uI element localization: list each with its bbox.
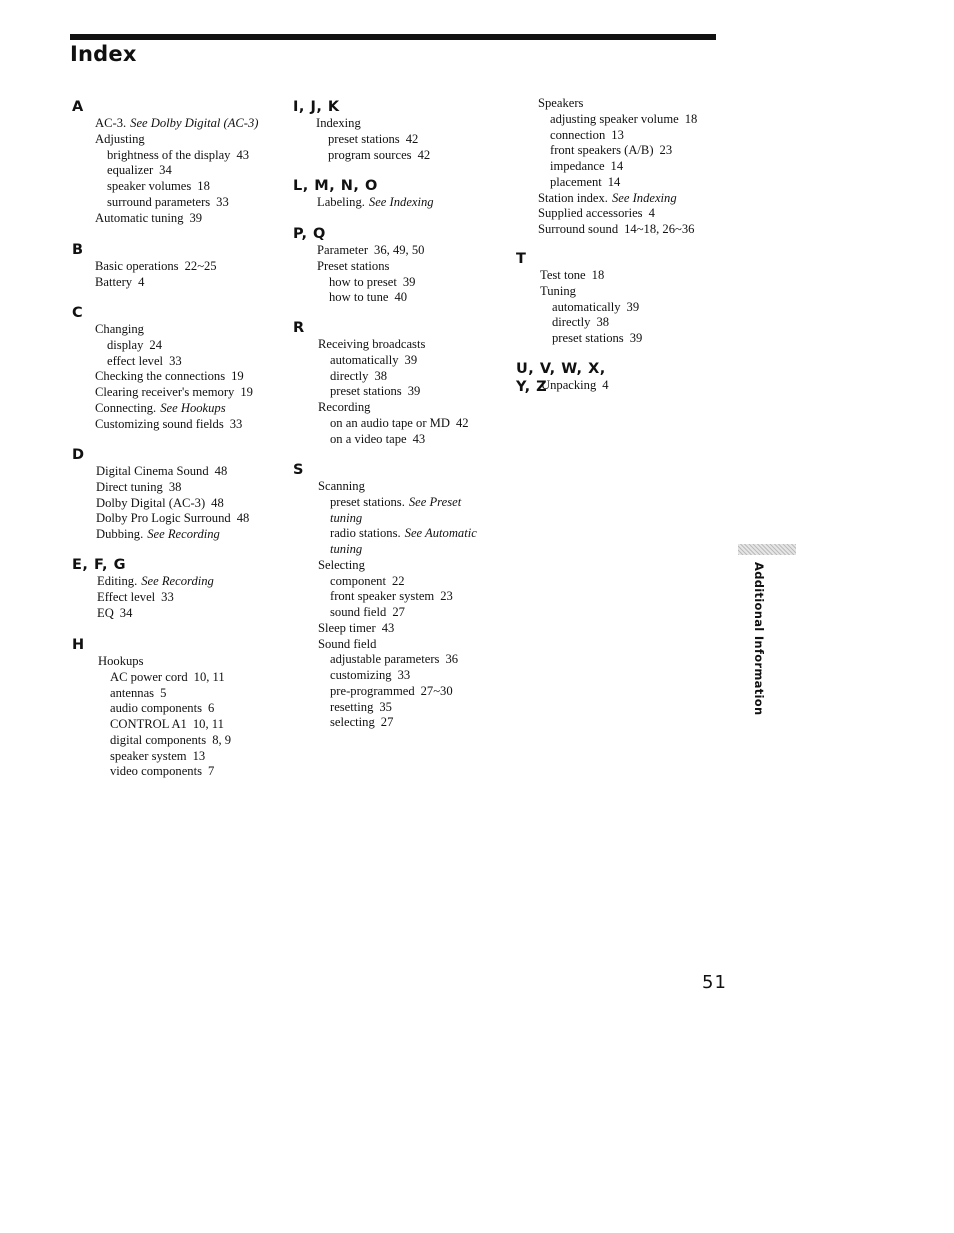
entry-pages: 27 (392, 605, 405, 619)
entry-pages: 38 (596, 315, 610, 330)
entry-pages: 39 (629, 331, 643, 345)
entry-term: Receiving broadcasts (318, 337, 426, 351)
index-subentry (318, 652, 477, 668)
entry-pages: 48 (214, 464, 228, 478)
entry-term: AC-3. (95, 116, 127, 130)
index-subentry (318, 416, 469, 432)
entry-term: equalizer (107, 163, 154, 178)
entry-term: pre-programmed (330, 683, 415, 698)
index-entry (540, 268, 642, 284)
entry-pages: 36 (445, 652, 459, 667)
index-entry (96, 464, 249, 480)
entry-term: Clearing receiver's memory (95, 385, 235, 399)
index-subentry (98, 701, 231, 717)
index-entry (96, 496, 249, 512)
index-entry (316, 116, 430, 132)
index-subentry (318, 715, 477, 731)
entry-term: Changing (95, 322, 144, 336)
entry-term: directly (330, 368, 369, 383)
entry-term: Adjusting (95, 131, 145, 146)
entry-pages: 43 (236, 147, 250, 162)
index-entry (95, 417, 253, 433)
index-subentry (318, 605, 477, 621)
index-entry (538, 191, 697, 207)
index-entry (97, 590, 214, 606)
index-entry (318, 400, 469, 416)
index-subentry (538, 175, 697, 191)
entry-term: Connecting. (95, 400, 157, 415)
entry-pages: 22~25 (184, 259, 217, 273)
entry-term: automatically (330, 352, 399, 367)
entry-term: front speaker system (330, 589, 435, 604)
entry-pages: 33 (169, 353, 182, 368)
entry-pages: 18 (591, 268, 605, 282)
index-subentry (316, 148, 430, 164)
entry-pages: 38 (168, 479, 182, 494)
index-subentry (318, 353, 469, 369)
index-entry (96, 527, 249, 543)
index-entry (97, 574, 214, 590)
entry-pages: 14 (607, 174, 621, 189)
entry-term: CONTROL A1 (110, 717, 187, 731)
entry-pages: 39 (626, 299, 640, 314)
entry-term: directly (552, 315, 591, 330)
entry-term: Direct tuning (96, 479, 163, 494)
entry-term: Tuning (540, 283, 576, 298)
index-entry (541, 378, 609, 394)
section-letter: L, M, N, O (293, 178, 378, 194)
entry-pages: 34 (119, 605, 133, 620)
entry-pages: 38 (374, 368, 388, 383)
index-subentry (540, 331, 642, 347)
index-section-b (72, 241, 217, 291)
entry-pages: 18 (684, 111, 698, 126)
entry-term: placement (550, 174, 602, 189)
index-entry (95, 401, 253, 417)
entry-pages: 48 (211, 495, 224, 510)
index-subentry (98, 686, 231, 702)
section-letter: D (72, 447, 85, 463)
entry-pages: 4 (602, 378, 609, 392)
index-subentry (318, 589, 477, 605)
entry-pages: 39 (189, 210, 203, 225)
entry-pages: 14~18, 26~36 (624, 222, 695, 236)
entry-term: Battery (95, 274, 133, 289)
index-subentry (317, 275, 424, 291)
entry-pages: 13 (192, 748, 206, 763)
index-subentry (95, 163, 259, 179)
entry-term: Dubbing. (96, 527, 144, 541)
index-entry (317, 259, 424, 275)
entry-term: Test tone (540, 268, 586, 282)
entry-pages: 23 (659, 143, 673, 158)
entry-term: Preset stations (317, 258, 390, 273)
index-entry (95, 322, 253, 338)
index-subentry (98, 670, 231, 686)
entry-term: Scanning (318, 479, 365, 493)
entry-list (97, 574, 214, 621)
index-entry (95, 275, 217, 291)
index-entry (97, 606, 214, 622)
index-subentry (95, 338, 253, 354)
entry-term: video components (110, 764, 202, 779)
entry-cross-reference: See Recording (147, 527, 220, 541)
entry-term: Parameter (317, 243, 369, 257)
index-subentry (95, 354, 253, 370)
index-subentry (318, 542, 477, 558)
entry-pages: 42 (417, 147, 431, 162)
entry-pages: 8, 9 (212, 732, 232, 747)
entry-pages: 7 (208, 764, 215, 779)
index-subentry (317, 290, 424, 306)
entry-term: resetting (330, 699, 374, 714)
section-letter (516, 78, 697, 96)
entry-pages: 39 (407, 384, 421, 399)
index-subentry (318, 700, 477, 716)
index-subentry (538, 112, 697, 128)
entry-cross-reference: tuning (330, 510, 363, 525)
entry-term: digital components (110, 732, 207, 747)
side-section-label: Additional Information (752, 562, 766, 716)
entry-term: component (330, 573, 386, 588)
index-entry (95, 116, 259, 132)
entry-term: Hookups (98, 654, 144, 668)
entry-cross-reference: See Automatic (404, 526, 477, 541)
entry-list (540, 268, 642, 347)
entry-term: Unpacking (541, 378, 597, 392)
entry-term: on a video tape (330, 431, 407, 446)
index-entry (318, 637, 477, 653)
entry-term: program sources (328, 147, 412, 162)
entry-pages: 14 (610, 159, 624, 173)
entry-term: adjusting speaker volume (550, 111, 679, 126)
index-subentry (98, 749, 231, 765)
index-section-lmno (293, 177, 434, 211)
index-subentry (316, 132, 430, 148)
index-subentry (318, 384, 469, 400)
entry-term: Station index. (538, 190, 608, 205)
index-subentry (318, 668, 477, 684)
entry-term: Checking the connections (95, 369, 226, 384)
section-letter: U, V, W, X, Y, Z (516, 361, 606, 395)
entry-cross-reference: See Hookups (160, 400, 226, 415)
entry-cross-reference: tuning (330, 542, 363, 556)
entry-term: radio stations. (330, 526, 401, 541)
index-entry (95, 132, 259, 148)
index-section-c (72, 304, 253, 432)
index-section-h (72, 636, 231, 780)
index-subentry (318, 495, 477, 511)
entry-cross-reference: See Recording (141, 574, 214, 588)
entry-list (318, 479, 477, 731)
entry-pages: 18 (197, 179, 210, 193)
entry-pages: 19 (231, 369, 244, 384)
entry-term: Editing. (97, 574, 138, 588)
entry-cross-reference: See Preset (408, 494, 462, 509)
entry-pages: 24 (149, 337, 162, 352)
index-entry (317, 243, 424, 259)
entry-pages: 6 (208, 701, 215, 716)
section-letter: R (293, 320, 305, 336)
entry-pages: 36, 49, 50 (374, 243, 425, 257)
entry-pages: 42 (455, 415, 469, 430)
entry-term: EQ (97, 605, 114, 620)
entry-pages: 4 (648, 206, 655, 221)
entry-term: how to preset (329, 274, 397, 289)
entry-pages: 13 (611, 127, 624, 142)
entry-pages: 10, 11 (193, 669, 225, 684)
index-subentry (95, 195, 259, 211)
section-letter: T (516, 251, 527, 267)
entry-term: selecting (330, 715, 375, 730)
entry-term: antennas (110, 685, 155, 700)
entry-term: effect level (107, 353, 164, 368)
index-section-d (72, 446, 249, 543)
index-section-efg (72, 556, 214, 621)
entry-pages: 27 (380, 715, 394, 730)
index-entry (96, 511, 249, 527)
index-subentry (318, 684, 477, 700)
index-subentry (318, 369, 469, 385)
side-tab-marker (738, 544, 796, 555)
entry-term: adjustable parameters (330, 652, 440, 667)
entry-pages: 48 (236, 511, 250, 526)
index-subentry (98, 733, 231, 749)
entry-pages: 39 (404, 352, 418, 367)
index-entry (538, 96, 697, 112)
entry-term: Automatic tuning (95, 210, 184, 225)
entry-list (317, 195, 434, 211)
entry-list (95, 322, 253, 432)
entry-term: Dolby Digital (AC-3) (96, 495, 206, 510)
index-subentry (95, 179, 259, 195)
index-entry (95, 259, 217, 275)
entry-term: preset stations. (330, 494, 405, 509)
entry-term: preset stations (328, 131, 400, 146)
index-entry (96, 480, 249, 496)
entry-term: Sound field (318, 636, 377, 651)
index-section-a (72, 98, 259, 226)
entry-list (318, 337, 469, 447)
section-letter: S (293, 462, 304, 478)
entry-term: Indexing (316, 116, 361, 130)
index-entry (318, 479, 477, 495)
entry-term: Effect level (97, 589, 156, 604)
index-subentry (98, 717, 231, 733)
index-subentry (540, 315, 642, 331)
entry-term: connection (550, 127, 606, 142)
entry-term: preset stations (552, 331, 624, 345)
entry-list (316, 116, 430, 163)
entry-pages: 39 (402, 274, 416, 289)
index-entry (318, 558, 477, 574)
section-letter: E, F, G (72, 557, 126, 573)
entry-pages: 19 (240, 385, 253, 399)
entry-pages: 33 (216, 194, 229, 209)
entry-pages: 10, 11 (192, 717, 224, 731)
index-entry (317, 195, 434, 211)
entry-term: automatically (552, 299, 621, 314)
index-section-speakers-cont (516, 78, 697, 238)
entry-pages: 42 (405, 131, 419, 146)
entry-term: audio components (110, 701, 202, 716)
index-subentry (538, 159, 697, 175)
index-subentry (318, 574, 477, 590)
index-entry (540, 284, 642, 300)
index-entry (538, 222, 697, 238)
section-letter: I, J, K (293, 99, 340, 115)
entry-term: Surround sound (538, 222, 619, 236)
entry-term: brightness of the display (107, 147, 231, 162)
entry-term: Selecting (318, 557, 365, 572)
index-subentry (538, 143, 697, 159)
index-subentry (318, 511, 477, 527)
entry-term: preset stations (330, 384, 402, 399)
page-title: Index (70, 42, 137, 66)
entry-pages: 43 (412, 431, 426, 446)
entry-term: customizing (330, 668, 392, 682)
entry-list (95, 116, 259, 226)
entry-list (98, 654, 231, 780)
section-letter: H (72, 637, 85, 653)
index-subentry (95, 148, 259, 164)
section-letter: P, Q (293, 226, 326, 242)
section-letter: A (72, 99, 84, 115)
index-section-t (516, 250, 642, 347)
index-subentry (540, 300, 642, 316)
entry-pages: 23 (440, 589, 453, 604)
index-section-uvwxyz (516, 360, 609, 394)
entry-list (96, 464, 249, 543)
entry-cross-reference: See Indexing (611, 190, 677, 205)
entry-term: how to tune (329, 290, 389, 305)
entry-term: speaker system (110, 748, 187, 763)
index-subentry (98, 764, 231, 780)
entry-list (95, 259, 217, 291)
entry-pages: 43 (381, 620, 395, 635)
page-number: 51 (702, 972, 727, 993)
entry-pages: 34 (159, 163, 172, 178)
index-entry (95, 385, 253, 401)
index-section-pq (293, 225, 424, 306)
entry-cross-reference: See Indexing (368, 195, 434, 209)
entry-term: Labeling. (317, 195, 365, 209)
index-entry (318, 621, 477, 637)
entry-list (541, 378, 609, 394)
entry-pages: 40 (394, 290, 408, 305)
entry-cross-reference: See Dolby Digital (AC-3) (130, 116, 259, 130)
entry-term: Customizing sound fields (95, 416, 224, 431)
entry-pages: 33 (397, 668, 411, 682)
entry-pages: 5 (160, 685, 167, 700)
entry-term: sound field (330, 605, 387, 619)
entry-term: Dolby Pro Logic Surround (96, 511, 231, 526)
index-section-ijk (293, 98, 430, 163)
index-section-r (293, 319, 469, 447)
index-entry (95, 369, 253, 385)
index-subentry (318, 432, 469, 448)
section-letter: C (72, 305, 84, 321)
section-letter: B (72, 242, 84, 258)
entry-term: display (107, 337, 144, 352)
entry-pages: 27~30 (420, 683, 453, 698)
index-section-s (293, 461, 477, 731)
header-rule (70, 34, 716, 40)
entry-term: speaker volumes (107, 179, 192, 193)
entry-term: AC power cord (110, 669, 188, 684)
entry-pages: 33 (161, 589, 174, 604)
index-entry (98, 654, 231, 670)
entry-pages: 35 (379, 699, 392, 714)
entry-term: Recording (318, 400, 371, 414)
entry-term: Speakers (538, 96, 584, 110)
entry-pages: 22 (391, 573, 405, 588)
index-entry (538, 206, 697, 222)
entry-term: Sleep timer (318, 620, 376, 635)
entry-pages: 33 (229, 416, 243, 431)
index-entry (95, 211, 259, 227)
index-subentry (538, 128, 697, 144)
entry-term: impedance (550, 159, 605, 173)
entry-term: surround parameters (107, 194, 211, 209)
index-subentry (318, 526, 477, 542)
entry-term: on an audio tape or MD (330, 415, 450, 430)
entry-list (538, 96, 697, 238)
index-entry (318, 337, 469, 353)
entry-term: Basic operations (95, 259, 179, 273)
entry-pages: 4 (138, 274, 145, 289)
entry-term: front speakers (A/B) (550, 143, 654, 158)
entry-list (317, 243, 424, 306)
entry-term: Supplied accessories (538, 206, 643, 221)
entry-term: Digital Cinema Sound (96, 464, 209, 478)
